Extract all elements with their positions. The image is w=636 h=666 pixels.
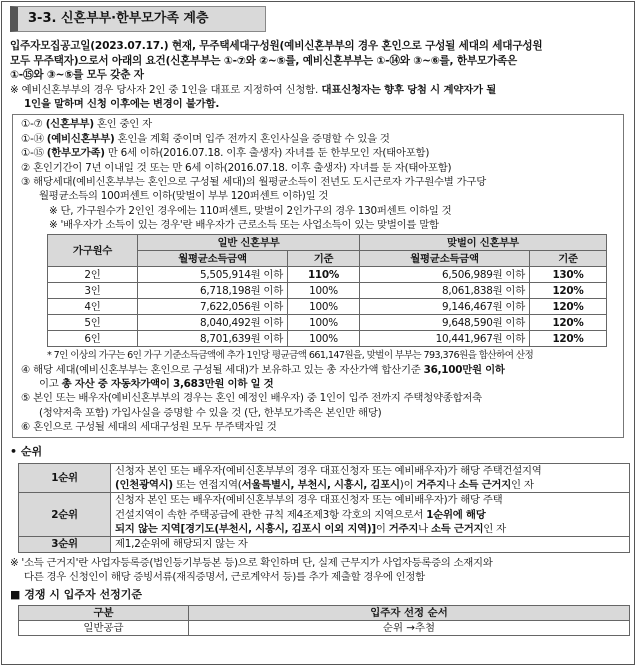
income-footnote: * 7인 이상의 가구는 6인 가구 기준소득금액에 추가 1인당 평균금액 661,147원을, 맞벌이 부부는 793,376원을 합산하여 산정 xyxy=(47,350,534,362)
note-bold: 대표신청자는 향후 당첨 시 계약자가 될 xyxy=(318,83,497,96)
rank-table xyxy=(18,463,630,553)
note-text: ※ 예비신혼부부의 경우 당사자 2인 중 1인을 대표로 지정하여 신청함. xyxy=(10,83,319,96)
representative-note xyxy=(10,83,626,112)
selection-table xyxy=(18,605,630,637)
condition-savings-cont: (청약저축 포함) 가입사실을 증명할 수 있을 것 (단, 한부모가족은 본인만 해당) xyxy=(39,406,382,419)
intro-line: 입주자모집공고일(2023.07.17.) 현재, 무주택세대구성원(예비신혼부부의 경우 혼인으로 구성될 세대의 세대구성원 xyxy=(10,39,543,52)
selection-heading: ■ 경쟁 시 입주자 선정기준 xyxy=(10,588,142,602)
col-general-std: 기준 xyxy=(288,251,360,267)
requirements-box xyxy=(12,114,624,438)
table-row: 4인 7,622,056원 이하 100% 9,146,467원 이하 120% xyxy=(48,299,607,315)
col-members: 가구원수 xyxy=(48,235,138,267)
condition-asset-cont: 이고 총 자산 중 자동차가액이 3,683만원 이하 일 것 xyxy=(39,377,274,390)
condition-income: ③ 해당세대(예비신혼부부는 혼인으로 구성될 세대)의 월평균소득이 전년도 도시근로자 가구원수별 가구당 xyxy=(21,175,487,188)
intro-paragraph xyxy=(10,39,626,83)
intro-line: 모두 무주택자)으로서 아래의 요건(신혼부부는 ①-⑦와 ②~⑤를, 예비신혼부부는 ①-⑭와 ③~⑥를, 한부모가족은 xyxy=(10,54,518,67)
condition-income-note: ※ '배우자가 소득이 있는 경우'란 배우자가 근로소득 또는 사업소득이 있는 맞벌이를 말함 xyxy=(49,219,439,231)
table-row xyxy=(19,537,630,552)
condition-income-note: ※ 단, 가구원수가 2인인 경우에는 110퍼센트, 맞벌이 2인가구의 경우 130퍼센트 이하일 것 xyxy=(49,204,452,217)
col-general: 일반 신혼부부 xyxy=(138,235,360,251)
table-row: 5인 8,040,492원 이하 100% 9,648,590원 이하 120% xyxy=(48,315,607,331)
condition-newlywed: ①-⑦ (신혼부부) 혼인 중인 자 xyxy=(21,118,152,131)
col-dual-income: 월평균소득금액 xyxy=(360,251,530,267)
rank-desc: 제1,2순위에 해당되지 않는 자 xyxy=(111,537,630,552)
col-general-income: 월평균소득금액 xyxy=(138,251,288,267)
table-row: 3인 6,718,198원 이하 100% 8,061,838원 이하 120% xyxy=(48,283,607,299)
col-category: 구분 xyxy=(19,605,189,620)
table-row: 2인 5,505,914원 이하 110% 6,506,989원 이하 130% xyxy=(48,267,607,283)
condition-marriage-period: ② 혼인기간이 7년 이내일 것 또는 만 6세 이하(2016.07.18. 이후 출생자) 자녀를 둔 자(태아포함) xyxy=(21,161,452,174)
rank-label: 2순위 xyxy=(19,493,111,537)
income-table xyxy=(47,234,607,347)
condition-single-parent: ①-⑮ (한부모가족) 만 6세 이하(2016.07.18. 이후 출생자) 자녀를 둔 한부모인 자(태아포함) xyxy=(21,147,430,160)
document-page xyxy=(1,1,635,665)
rank-desc: 신청자 본인 또는 배우자(예비신혼부부의 경우 대표신청자 또는 예비배우자)가 해당 주택 건설지역이 속한 주택공급에 관한 규칙 제4조제3항 각호의 지역으로서 1순위에 해당 되지 않는 지역[경기도(부천시, 시흥시, 김포시 이외 지역)]이 거주지나 소득 근거지인 자 xyxy=(111,493,630,537)
col-dual: 맞벌이 신혼부부 xyxy=(360,235,607,251)
rank-desc: 신청자 본인 또는 배우자(예비신혼부부의 경우 대표신청자 또는 예비배우자)가 해당 주택건설지역 (인천광역시) 또는 연접지역(서울특별시, 부천시, 시흥시, 김포시)이 거주지나 소득 근거지인 자 xyxy=(111,463,630,493)
table-row: 일반공급 순위 →추첨 xyxy=(19,620,630,635)
table-row xyxy=(19,463,630,493)
condition-homeless: ⑥ 혼인으로 구성될 세대의 세대구성원 모두 무주택자일 것 xyxy=(21,421,277,434)
col-dual-std: 기준 xyxy=(530,251,607,267)
intro-line: ①-⑮와 ③~⑤를 모두 갖춘 자 xyxy=(10,69,144,82)
rank-label: 1순위 xyxy=(19,463,111,493)
col-order: 입주자 선정 순서 xyxy=(189,605,630,620)
rank-heading: • 순위 xyxy=(10,445,43,459)
condition-savings: ⑤ 본인 또는 배우자(예비신혼부부의 경우는 혼인 예정인 배우자) 중 1인이 입주 전까지 주택청약종합저축 xyxy=(21,392,482,405)
condition-prospective: ①-⑭ (예비신혼부부) 혼인을 계획 중이며 입주 전까지 혼인사실을 증명할 수 있을 것 xyxy=(21,132,390,145)
condition-income-cont: 월평균소득의 100퍼센트 이하(맞벌이 부부 120퍼센트 이하)일 것 xyxy=(39,190,329,203)
note-bold: 1인을 말하며 신청 이후에는 변경이 불가함. xyxy=(24,98,220,111)
table-row xyxy=(19,493,630,537)
section-title: 3-3. 신혼부부·한부모가족 계층 xyxy=(10,6,266,32)
income-base-note: ※ '소득 근거지'란 사업자등록증(법인등기부등본 등)으로 확인하며 단, 실제 근무지가 사업자등록증의 소재지와 다른 경우 신청인이 해당 증빙서류(재직증명서, 근로계약서 등)를 추가 제출할 경우에 인정함 xyxy=(10,556,493,584)
rank-label: 3순위 xyxy=(19,537,111,552)
condition-asset: ④ 해당 세대(예비신혼부부는 혼인으로 구성될 세대)가 보유하고 있는 총 자산가액 합산기준 36,100만원 이하 xyxy=(21,363,505,376)
table-row: 6인 8,701,639원 이하 100% 10,441,967원 이하 120% xyxy=(48,331,607,347)
